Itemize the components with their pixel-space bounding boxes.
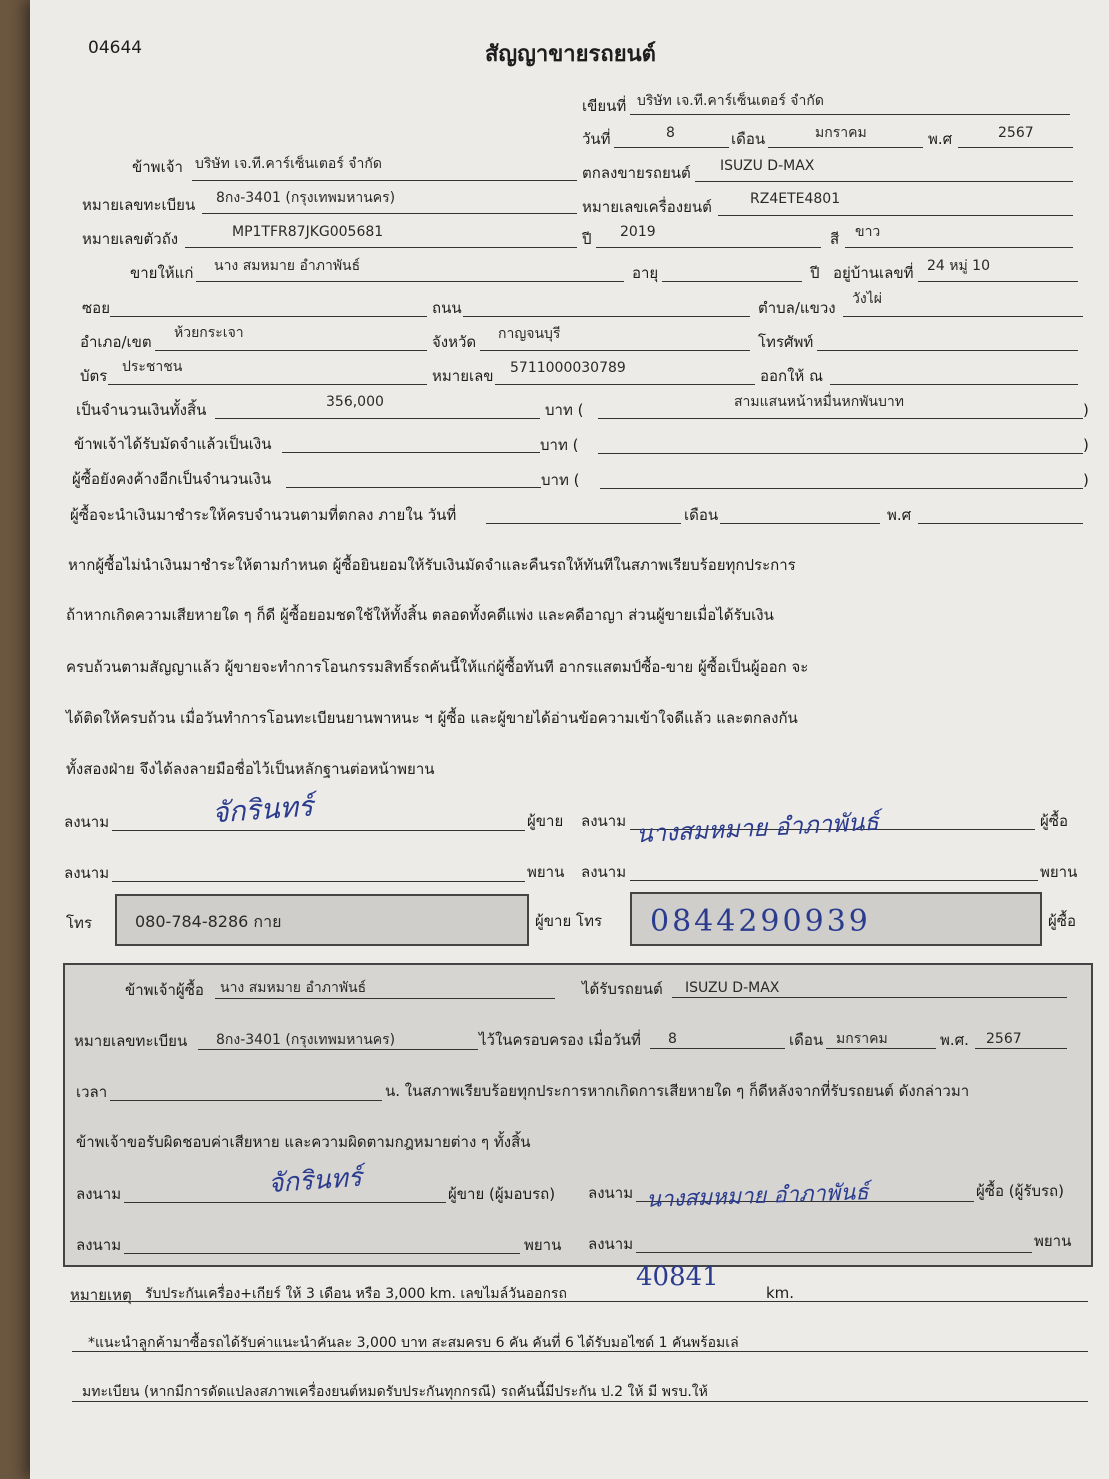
terms-line-4: ได้ติดให้ครบถ้วน เมื่อวันทำการโอนทะเบียนยานพาหนะ ฯ ผู้ซื้อ และผู้ขายได้อ่านข้อความเข้าใจดีแล้ว และตกลงกัน xyxy=(66,709,798,727)
date-month: มกราคม xyxy=(815,125,867,141)
province: กาญจนบุรี xyxy=(498,326,561,342)
date-year-line xyxy=(958,147,1073,148)
total-words: สามแสนหน้าหมื่นหกพันบาท xyxy=(734,394,904,410)
receipt-year-line xyxy=(975,1048,1067,1049)
deposit-close-paren: ) xyxy=(1083,436,1089,454)
pay-year-label: พ.ศ xyxy=(887,506,912,524)
car-year-line xyxy=(596,247,821,248)
date-year: 2567 xyxy=(998,125,1034,141)
receipt-car-model: ISUZU D-MAX xyxy=(685,980,780,996)
car-model-line xyxy=(695,181,1073,182)
color-line xyxy=(845,247,1073,248)
total-words-line xyxy=(598,418,1083,419)
subdistrict-label: ตำบล/แขวง xyxy=(758,299,836,317)
deposit-label: ข้าพเจ้าได้รับมัดจำแล้วเป็นเงิน xyxy=(74,435,272,453)
phone-label: โทรศัพท์ xyxy=(758,333,814,351)
card-label: บัตร xyxy=(80,367,108,385)
color-label: สี xyxy=(830,230,840,248)
vehicle-receipt-box xyxy=(63,963,1093,1267)
deposit-words-line xyxy=(598,453,1083,454)
total-baht-label: บาท ( xyxy=(545,401,584,419)
receipt-condition-text: น. ในสภาพเรียบร้อยทุกประการหากเกิดการเสียหายใด ๆ ก็ดีหลังจากที่รับรถยนต์ ดังกล่าวมา xyxy=(385,1082,970,1100)
buyer-sign-label: ลงนาม xyxy=(581,812,627,830)
subdistrict: วังไผ่ xyxy=(852,291,882,307)
card-number-line xyxy=(495,384,755,385)
receipt-seller-sign-label: ลงนาม xyxy=(76,1185,122,1203)
receipt-witness1-sign-label: ลงนาม xyxy=(76,1236,122,1254)
buyer-phone: 0844290939 xyxy=(650,904,871,939)
remaining-line xyxy=(286,487,541,488)
note-label: หมายเหตุ xyxy=(70,1286,132,1304)
receipt-witness1-sign-line xyxy=(124,1253,520,1254)
buyer-role-label: ผู้ซื้อ xyxy=(1040,812,1068,830)
remaining-baht-label: บาท ( xyxy=(541,471,580,489)
total-label: เป็นจำนวนเงินทั้งสิ้น xyxy=(76,401,207,419)
receipt-buyer-role: ผู้ซื้อ (ผู้รับรถ) xyxy=(976,1182,1064,1200)
date-year-label: พ.ศ xyxy=(928,130,953,148)
remaining-label: ผู้ซื้อยังคงค้างอีกเป็นจำนวนเงิน xyxy=(72,470,272,488)
seller-role-label: ผู้ขาย xyxy=(527,812,564,830)
witness2-role-label: พยาน xyxy=(1040,863,1078,881)
pay-month-label: เดือน xyxy=(684,506,719,524)
pay-within-label: ผู้ซื้อจะนำเงินมาชำระให้ครบจำนวนตามที่ตกลง ภายใน วันที่ xyxy=(70,506,457,524)
address-number: 24 หมู่ 10 xyxy=(927,258,990,274)
receipt-month-label: เดือน xyxy=(789,1031,824,1049)
car-year: 2019 xyxy=(620,224,656,240)
registration-line xyxy=(202,213,577,214)
receipt-witness2-sign-label: ลงนาม xyxy=(588,1235,634,1253)
receipt-month-line xyxy=(826,1048,936,1049)
engine-line xyxy=(718,215,1073,216)
card-number-label: หมายเลข xyxy=(432,367,494,385)
document-number: 04644 xyxy=(88,38,143,58)
district-label: อำเภอ/เขต xyxy=(80,333,152,351)
witness1-sign-label: ลงนาม xyxy=(64,864,110,882)
terms-line-1: หากผู้ซื้อไม่นำเงินมาชำระให้ตามกำหนด ผู้ซื้อยินยอมให้รับเงินมัดจำและคืนรถให้ทันทีในสภาพเรียบร้อยทุกประการ xyxy=(68,556,796,574)
seller-phone: 080-784-8286 กาย xyxy=(135,912,282,931)
seller-tel-label: โทร xyxy=(66,914,93,932)
odometer-reading: 40841 xyxy=(636,1262,719,1292)
witness2-sign-label: ลงนาม xyxy=(581,863,627,881)
receipt-reg-number: 8กง-3401 (กรุงเทพมหานคร) xyxy=(216,1032,396,1048)
receipt-year: 2567 xyxy=(986,1031,1022,1047)
agree-sell-label: ตกลงขายรถยนต์ xyxy=(582,164,691,182)
buyer-line xyxy=(196,281,624,282)
receipt-seller-signature: จักรินทร์ xyxy=(267,1162,363,1200)
pay-day-line xyxy=(486,523,681,524)
seller-name: บริษัท เจ.ที.คาร์เซ็นเตอร์ จำกัด xyxy=(195,156,382,172)
receipt-year-label: พ.ศ. xyxy=(940,1031,969,1049)
issued-line xyxy=(830,384,1078,385)
engine-number: RZ4ETE4801 xyxy=(750,191,841,207)
receipt-time-line xyxy=(110,1100,382,1101)
receipt-buyer-name: นาง สมหมาย อำภาพันธ์ xyxy=(220,980,367,996)
registration-label: หมายเลขทะเบียน xyxy=(82,196,196,214)
chassis-line xyxy=(185,247,577,248)
road-label: ถนน xyxy=(432,299,462,317)
receipt-witness2-sign-line xyxy=(636,1252,1032,1253)
remaining-words-line xyxy=(600,488,1083,489)
buyer-signature: นางสมหมาย อำภาพันธ์ xyxy=(635,807,880,849)
promo-underline-2 xyxy=(72,1401,1088,1402)
address-line xyxy=(918,281,1078,282)
registration-number: 8กง-3401 (กรุงเทพมหานคร) xyxy=(216,190,396,206)
deposit-line xyxy=(282,452,540,453)
receipt-day: 8 xyxy=(668,1031,677,1047)
odometer-unit: km. xyxy=(766,1284,795,1302)
soi-label: ซอย xyxy=(82,299,110,317)
note-line xyxy=(70,1301,1088,1302)
receipt-time-label: เวลา xyxy=(76,1083,108,1101)
contract-title: สัญญาขายรถยนต์ xyxy=(485,42,656,67)
receipt-buyer-line xyxy=(215,998,555,999)
total-amount: 356,000 xyxy=(326,394,384,410)
receipt-buyer-signature: นางสมหมาย อำภาพันธ์ xyxy=(645,1180,870,1213)
witness2-sign-line xyxy=(630,880,1038,881)
province-label: จังหวัด xyxy=(432,333,477,351)
age-line xyxy=(662,281,802,282)
promo-underline-1 xyxy=(72,1351,1088,1352)
buyer-tel-role-label: ผู้ซื้อ xyxy=(1048,912,1076,930)
car-color: ขาว xyxy=(855,224,881,240)
seller-signature: จักรินทร์ xyxy=(210,789,315,830)
seller-label: ข้าพเจ้า xyxy=(132,158,183,176)
promo-line-2: มทะเบียน (หากมีการดัดแปลงสภาพเครื่องยนต์หมดรับประกันทุกกรณี) รถคันนี้มีประกัน ป.2 ให้ มี พรบ.ให้ xyxy=(82,1384,708,1400)
receipt-buyer-sign-label: ลงนาม xyxy=(588,1184,634,1202)
province-line xyxy=(480,350,750,351)
sell-to-label: ขายให้แก่ xyxy=(130,264,194,282)
district-line xyxy=(155,350,427,351)
receipt-witness2-role: พยาน xyxy=(1034,1232,1072,1250)
terms-line-2: ถ้าหากเกิดความเสียหายใด ๆ ก็ดี ผู้ซื้อยอมชดใช้ให้ทั้งสิ้น ตลอดทั้งคดีแพ่ง และคดีอาญา ส่วนผู้ขายเมื่อได้รับเงิน xyxy=(66,606,774,624)
terms-line-3: ครบถ้วนตามสัญญาแล้ว ผู้ขายจะทำการโอนกรรมสิทธิ์รถคันนี้ให้แก่ผู้ซื้อทันที อากรแสตมป์ซื้อ-ขาย ผู้ซื้อเป็นผู้ออก จะ xyxy=(66,658,809,676)
written-at-line xyxy=(630,114,1070,115)
issued-label: ออกให้ ณ xyxy=(760,367,823,385)
receipt-seller-role: ผู้ขาย (ผู้มอบรถ) xyxy=(448,1185,556,1203)
phone-line xyxy=(817,350,1078,351)
date-label: วันที่ xyxy=(582,130,611,148)
receipt-responsibility-text: ข้าพเจ้าขอรับผิดชอบค่าเสียหาย และความผิดตามกฎหมายต่าง ๆ ทั้งสิ้น xyxy=(76,1133,531,1151)
receipt-buyer-label: ข้าพเจ้าผู้ซื้อ xyxy=(125,981,204,999)
receipt-possession-label: ไว้ในครอบครอง เมื่อวันที่ xyxy=(479,1031,641,1049)
card-type: ประชาชน xyxy=(122,359,183,375)
subdistrict-line xyxy=(843,316,1083,317)
pay-year-line xyxy=(918,523,1083,524)
total-close-paren: ) xyxy=(1083,401,1089,419)
seller-sign-line xyxy=(112,830,525,831)
chassis-label: หมายเลขตัวถัง xyxy=(82,230,179,248)
receipt-witness1-role: พยาน xyxy=(524,1236,562,1254)
total-line xyxy=(215,418,540,419)
deposit-baht-label: บาท ( xyxy=(540,436,579,454)
terms-line-5: ทั้งสองฝ่าย จึงได้ลงลายมือชื่อไว้เป็นหลักฐานต่อหน้าพยาน xyxy=(66,760,435,778)
pay-month-line xyxy=(720,523,880,524)
seller-tel-role-label: ผู้ขาย โทร xyxy=(535,912,603,930)
remaining-close-paren: ) xyxy=(1083,471,1089,489)
age-label: อายุ xyxy=(632,264,659,282)
seller-line xyxy=(192,180,577,181)
receipt-month: มกราคม xyxy=(836,1031,888,1047)
note-text: รับประกันเครื่อง+เกียร์ ให้ 3 เดือน หรือ 3,000 km. เลขไมล์วันออกรถ xyxy=(145,1286,567,1302)
road-line xyxy=(463,316,750,317)
written-at-value: บริษัท เจ.ที.คาร์เซ็นเตอร์ จำกัด xyxy=(637,93,824,109)
witness1-sign-line xyxy=(112,881,525,882)
car-model: ISUZU D-MAX xyxy=(720,158,815,174)
district: ห้วยกระเจา xyxy=(174,325,244,341)
date-day-line xyxy=(614,147,729,148)
date-month-label: เดือน xyxy=(731,130,766,148)
date-month-line xyxy=(768,147,923,148)
age-unit: ปี xyxy=(810,264,820,282)
soi-line xyxy=(110,316,427,317)
engine-label: หมายเลขเครื่องยนต์ xyxy=(582,198,712,216)
chassis-number: MP1TFR87JKG005681 xyxy=(232,224,384,240)
date-day: 8 xyxy=(666,125,675,141)
seller-sign-label: ลงนาม xyxy=(64,813,110,831)
card-number: 5711000030789 xyxy=(510,360,626,376)
receipt-day-line xyxy=(650,1048,785,1049)
written-at-label: เขียนที่ xyxy=(582,97,627,115)
buyer-name: นาง สมหมาย อำภาพันธ์ xyxy=(214,258,361,274)
card-type-line xyxy=(108,384,427,385)
receipt-reg-label: หมายเลขทะเบียน xyxy=(74,1032,188,1050)
receipt-car-line xyxy=(672,997,1067,998)
car-year-label: ปี xyxy=(582,230,592,248)
promo-line-1: *แนะนำลูกค้ามาซื้อรถได้รับค่าแนะนำคันละ 3,000 บาท สะสมครบ 6 คัน คันที่ 6 ได้รับมอไซด์ 1 คันพร้อมเล่ xyxy=(88,1335,739,1351)
receipt-reg-line xyxy=(198,1049,478,1050)
receipt-received-label: ได้รับรถยนต์ xyxy=(582,980,663,998)
address-label: อยู่บ้านเลขที่ xyxy=(833,264,914,282)
witness1-role-label: พยาน xyxy=(527,863,565,881)
